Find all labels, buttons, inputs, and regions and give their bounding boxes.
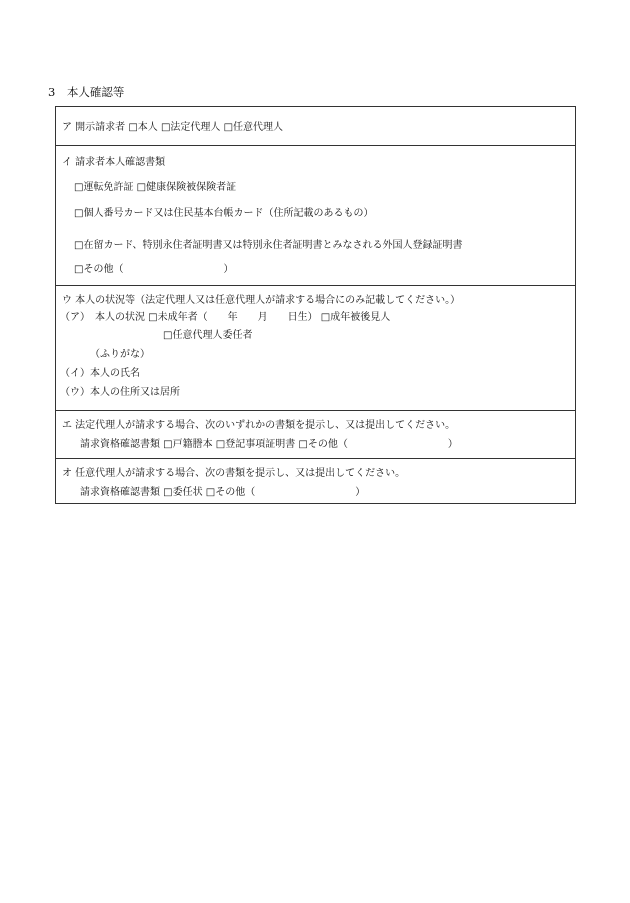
person-address-label: （ウ）本人の住所又は居所 (60, 387, 180, 398)
person-status-line-2: □任意代理人委任者 (163, 330, 253, 341)
section-e-legal-representative (56, 410, 575, 459)
furigana-label: （ふりがな） (90, 349, 150, 360)
person-name-label: （イ）本人の氏名 (60, 368, 140, 379)
section-heading: 3 本人確認等 (48, 85, 125, 99)
identity-documents-option-other: □その他（ ） (74, 264, 234, 275)
identity-documents-option-2: □個人番号カード又は住民基本台帳カード（住所記載のあるもの） (74, 208, 374, 219)
voluntary-representative-documents: 請求資格確認書類 □委任状 □その他（ ） (80, 487, 366, 498)
voluntary-representative-title: オ 任意代理人が請求する場合、次の書類を提示し、又は提出してください。 (62, 468, 406, 479)
requester-type-line: ア 開示請求者 □本人 □法定代理人 □任意代理人 (62, 122, 284, 133)
section-i-identity-documents (56, 145, 575, 286)
identity-confirmation-form (55, 106, 576, 504)
person-status-line: （ア） 本人の状況 □未成年者（ 年 月 日生） □成年被後見人 (60, 312, 391, 323)
identity-documents-title: イ 請求者本人確認書類 (62, 157, 166, 168)
identity-documents-option-1: □運転免許証 □健康保険被保険者証 (74, 182, 237, 193)
section-a-requester-type (56, 107, 575, 145)
section-o-voluntary-representative (56, 458, 575, 505)
legal-representative-documents: 請求資格確認書類 □戸籍謄本 □登記事項証明書 □その他（ ） (80, 439, 458, 450)
identity-documents-option-3: □在留カード、特別永住者証明書又は特別永住者証明書とみなされる外国人登録証明書 (74, 240, 463, 251)
section-u-person-status (56, 285, 575, 411)
person-status-title: ウ 本人の状況等（法定代理人又は任意代理人が請求する場合にのみ記載してください。） (62, 295, 461, 306)
legal-representative-title: エ 法定代理人が請求する場合、次のいずれかの書類を提示し、又は提出してください。 (62, 420, 456, 431)
